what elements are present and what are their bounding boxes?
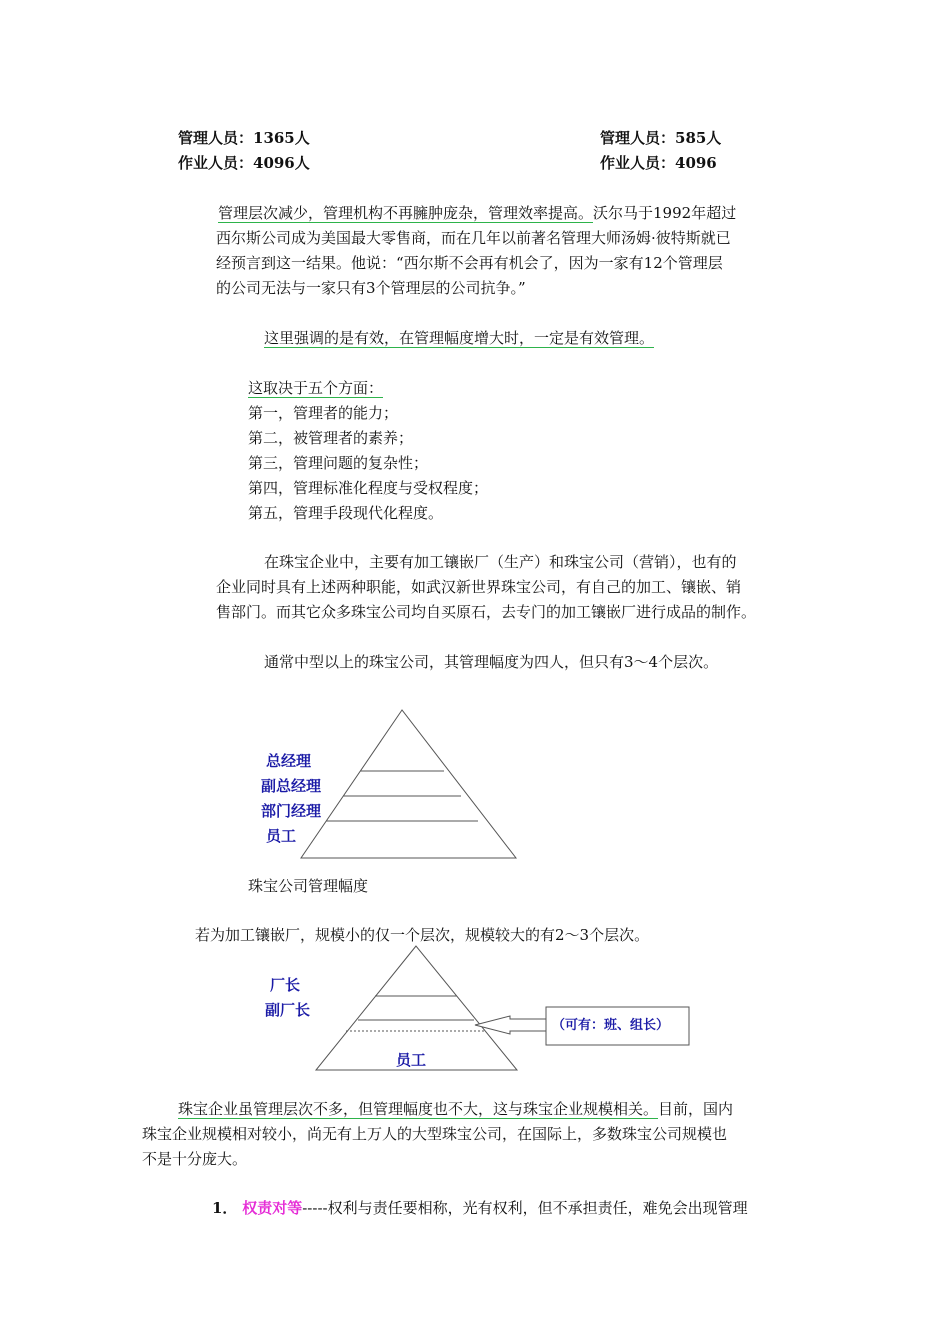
pyramid-factory-level-director: 厂长 xyxy=(270,976,301,994)
pyramid-company-outline xyxy=(301,710,516,858)
point1-text: -----权利与责任要相称，光有权利，但不承担责任，难免会出现管理 xyxy=(302,1199,748,1217)
para1-line3: 经预言到这一结果。他说：“西尔斯不会再有机会了，因为一家有12个管理层 xyxy=(216,254,723,272)
pyramid-factory-level-staff: 员工 xyxy=(396,1051,427,1069)
point1-line xyxy=(212,1196,748,1220)
pyramid-factory-level-deputy: 副厂长 xyxy=(265,1001,311,1019)
factor-item-4: 第四，管理标准化程度与受权程度； xyxy=(248,479,489,497)
para1-line4: 的公司无法与一家只有3个管理层的公司抗争。” xyxy=(216,279,526,297)
stat-workers-after: 作业人员：4096 xyxy=(600,154,717,172)
factor-item-3: 第三，管理问题的复杂性； xyxy=(248,454,429,472)
pyramid-company xyxy=(301,710,516,858)
para1-line2: 西尔斯公司成为美国最大零售商，而在几年以前著名管理大师汤姆·彼特斯就已 xyxy=(216,229,731,247)
stat-managers-after: 管理人员：585人 xyxy=(600,129,722,147)
pyramid-company-level-staff: 员工 xyxy=(266,827,297,845)
callout-text: （可有：班、组长） xyxy=(552,1018,670,1033)
para2-line3: 售部门。而其它众多珠宝公司均自买原石，去专门的加工镶嵌厂进行成品的制作。 xyxy=(216,603,757,621)
pyramid-company-level-deputy: 副总经理 xyxy=(261,777,322,795)
factor-item-2: 第二，被管理者的素养； xyxy=(248,429,414,447)
para2-line2: 企业同时具有上述两种职能，如武汉新世界珠宝公司，有自己的加工、镶嵌、销 xyxy=(216,578,742,596)
factor-item-1: 第一，管理者的能力； xyxy=(248,404,399,422)
para1-underlined-text: 管理层次减少，管理机构不再臃肿庞杂，管理效率提高。 xyxy=(218,204,594,222)
emphasis-underlined-text: 这里强调的是有效，在管理幅度增大时，一定是有效管理。 xyxy=(264,329,655,347)
para2-line1: 在珠宝企业中，主要有加工镶嵌厂（生产）和珠宝公司（营销），也有的 xyxy=(264,553,737,571)
para5-underlined-text: 珠宝企业虽管理层次不多，但管理幅度也不大，这与珠宝企业规模相关。 xyxy=(178,1100,659,1118)
pyramid-company-level-dept-manager: 部门经理 xyxy=(261,802,322,820)
point1-number: 1． xyxy=(212,1199,238,1217)
pyramid-company-level-ceo: 总经理 xyxy=(266,752,312,770)
stat-managers-before: 管理人员：1365人 xyxy=(178,129,310,147)
para5-line2: 珠宝企业规模相对较小，尚无有上万人的大型珠宝公司，在国际上，多数珠宝公司规模也 xyxy=(142,1125,728,1143)
factors-intro-text: 这取决于五个方面： xyxy=(248,379,384,397)
para3-line: 通常中型以上的珠宝公司，其管理幅度为四人，但只有3～4个层次。 xyxy=(264,653,719,671)
para1-line1-rest: 沃尔马于1992年超过 xyxy=(593,204,737,222)
para4-line: 若为加工镶嵌厂，规模小的仅一个层次，规模较大的有2～3个层次。 xyxy=(195,926,650,944)
stat-workers-before: 作业人员：4096人 xyxy=(178,154,310,172)
para5-line3: 不是十分庞大。 xyxy=(142,1150,248,1168)
point1-term: 权责对等 xyxy=(242,1199,303,1217)
pyramid-company-caption: 珠宝公司管理幅度 xyxy=(248,877,369,895)
para5-line1 xyxy=(178,1097,733,1121)
para5-line1-rest: 目前，国内 xyxy=(658,1100,734,1118)
factor-item-5: 第五，管理手段现代化程度。 xyxy=(248,504,444,522)
